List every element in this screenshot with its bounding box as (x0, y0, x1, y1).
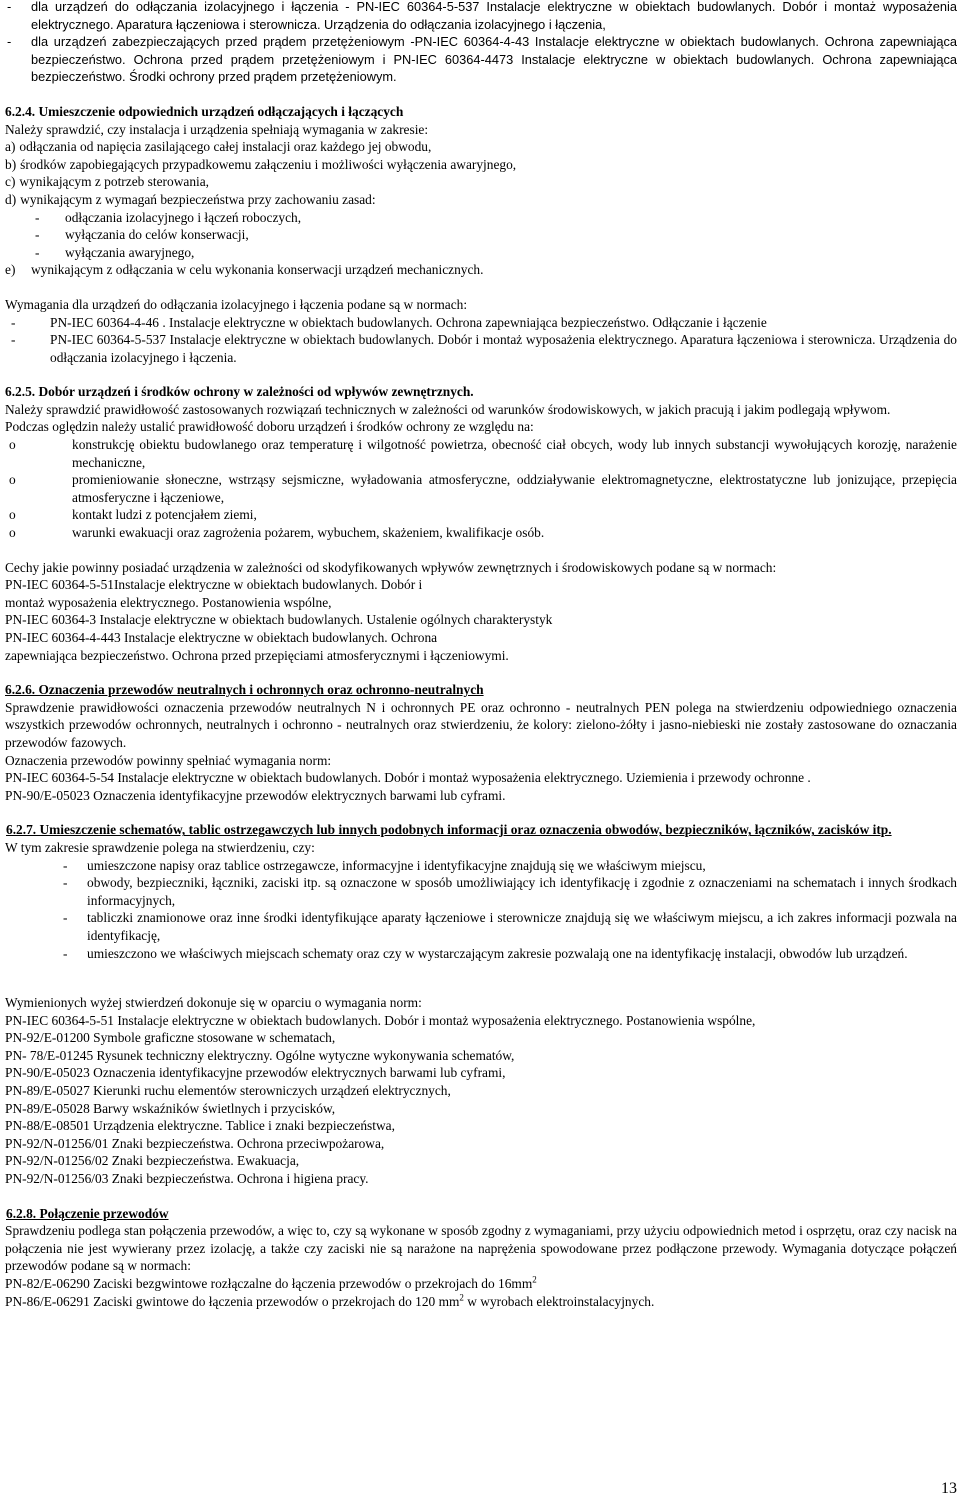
list-item: o promieniowanie słoneczne, wstrząsy sejsmiczne, wyładowania atmosferyczne, oddziaływanie elektromagnetyczne, elektrostatyczne lub jonizujące, przepięcia atmosferyczne i łączeniowe, (9, 472, 957, 505)
list-item (5, 0, 957, 33)
top-continuation (5, 0, 957, 86)
list-item-text: dla urządzeń zabezpieczających przed prądem przetężeniowym -PN-IEC 60364-4-43 Instalacje elektryczne w obiektach budowlanych. Ochrona zapewniająca bezpieczeństwo. Ochrona przed prądem przetężeniowym i PN-IEC 60364-4473 Instalacje elektryczne w obiektach budowlanych. Ochrona zapewniająca bezpieczeństwo. Środki ochrony przed prądem przetężeniowym. (31, 34, 957, 85)
list-item: - PN-IEC 60364-4-46 . Instalacje elektryczne w obiektach budowlanych. Ochrona zapewniająca bezpieczeństwo. Odłączanie i łączenie (11, 314, 767, 330)
list-item (5, 33, 957, 86)
list-item: - obwody, bezpieczniki, łączniki, zaciski itp. są oznaczone w sposób umożliwiający ich identyfikację i zgodnie z oznaczeniami na schematach i innych środkach informacyjnych, (63, 875, 957, 908)
norm-line: PN-86/E-06291 Zaciski gwintowe do łączenia przewodów o przekrojach do 120 $mm^2$ w wyrobach elektroinstalacyjnych. (5, 1292, 655, 1309)
paragraph: PN-90/E-05023 Oznaczenia identyfikacyjne przewodów elektrycznych barwami lub cyframi. (5, 787, 506, 803)
list-item-text: dla urządzeń do odłączania izolacyjnego i łączenia - PN-IEC 60364-5-537 Instalacje elektryczne w obiektach budowlanych. Dobór i montaż wyposażenia elektrycznego. Aparatura łączeniowa i sterownicza. Urządzenia do odłączania izolacyjnego i łączenia, (31, 0, 957, 32)
document-page (5, 0, 957, 1310)
paragraph: Podczas oględzin należy ustalić prawidłowość doboru urządzeń i środków ochrony ze względu na: (5, 419, 534, 435)
list-item: o warunki ewakuacji oraz zagrożenia pożarem, wybuchem, skażeniem, kwalifikacje osób. (9, 525, 545, 541)
paragraph: W tym zakresie sprawdzenie polega na stwierdzeniu, czy: (5, 839, 315, 855)
section-heading-628: 6.2.8. Połączenie przewodów (6, 1205, 169, 1221)
paragraph: Sprawdzeniu podlega stan połączenia przewodów, a więc to, czy są wykonane w sposób zgodny z wymaganiami, przy użyciu odpowiednich metod i osprzętu, oraz czy nacisk na połączenia nie jest wywierany przez izolację, a także czy zaciski nie są narażone na naprężenia spowodowane przez podłączone przewody. Wymagania dotyczące połączeń przewodów podane są w normach: (5, 1223, 957, 1274)
paragraph: Sprawdzenie prawidłowości oznaczenia przewodów neutralnych N i ochronnych PE oraz ochronno - neutralnych PEN polega na stwierdzeniu odpowiedniego oznaczenia wszystkich przewodów ochronnych, neutralnych i ochronno - neutralnych oraz stwierdzeniu, że kolory: zielono-żółty i jasno-niebieski nie zostały zastosowane do oznaczania przewodów fazowych. (5, 699, 957, 750)
list-item: - tabliczki znamionowe oraz inne środki identyfikujące aparaty łączeniowe i sterownicze znajdują się we właściwym miejscu, a ich zakres informacji pozwala na identyfikację, (63, 910, 957, 943)
paragraph: Należy sprawdzić, czy instalacja i urządzenia spełniają wymagania w zakresie: (5, 121, 429, 137)
list-item: - PN-IEC 60364-5-537 Instalacje elektryczne w obiektach budowlanych. Dobór i montaż wyposażenia elektrycznego. Aparatura łączeniowa i sterownicza. Urządzenia do odłączania izolacyjnego i łączenia. (11, 332, 957, 365)
check-list (61, 857, 957, 963)
list-item: - wyłączania do celów konserwacji, (35, 227, 249, 243)
list-item: b) środków zapobiegających przypadkowemu załączeniu i możliwości wyłączenia awaryjnego, (5, 156, 517, 172)
list-item: - umieszczone napisy oraz tablice ostrzegawcze, informacyjne i identyfikacyjne znajdują się we właściwym miejscu, (63, 857, 706, 873)
section-heading-625: 6.2.5. Dobór urządzeń i środków ochrony w zależności od wpływów zewnętrznych. (5, 384, 474, 400)
paragraph: Wymagania dla urządzeń do odłączania izolacyjnego i łączenia podane są w normach: (5, 296, 468, 312)
norms-block: Cechy jakie powinny posiadać urządzenia w zależności od skodyfikowanych wpływów zewnętrznych i środowiskowych podane są w normach: PN-IEC 60364-5-51Instalacje elektryczne w obiektach budowlanych. Dobór i montaż wyposażenia elektrycznego. Postanowienia wspólne, PN-IEC 60364-3 Instalacje elektryczne w obiektach budowlanych. Ustalenie ogólnych charakterystyk PN-IEC 60364-4-443 Instalacje elektryczne w obiektach budowlanych. Ochrona zapewniająca bezpieczeństwo. Ochrona przed przepięciami atmosferycznymi i łączeniowymi. (5, 559, 777, 663)
list-item: - wyłączania awaryjnego, (35, 244, 195, 260)
section-heading-626: 6.2.6. Oznaczenia przewodów neutralnych i ochronnych oraz ochronno-neutralnych (5, 682, 484, 698)
list-item: - umieszczono we właściwych miejscach schematy oraz czy w wystarczającym zakresie pozwalają one na identyfikację instalacji, obwodów lub urządzeń. (63, 945, 908, 961)
bullet-list (5, 436, 957, 542)
list-item: d) wynikającym z wymagań bezpieczeństwa przy zachowaniu zasad: (5, 191, 376, 207)
section-heading-627: 6.2.7. Umieszczenie schematów, tablic ostrzegawczych lub innych podobnych informacji oraz oznaczenia obwodów, bezpieczników, łączników, zacisków itp. (6, 822, 892, 838)
list-item: o kontakt ludzi z potencjałem ziemi, (9, 507, 257, 523)
norms-list: PN-IEC 60364-5-51 Instalacje elektryczne w obiektach budowlanych. Dobór i montaż wyposażenia elektrycznego. Postanowienia wspólne, PN-92/E-01200 Symbole graficzne stosowane w schematach, PN- 78/E-01245 Rysunek techniczny elektryczny. Ogólne wytyczne wykonywania schematów, PN-90/E-05023 Oznaczenia identyfikacyjne przewodów elektrycznych barwami lub cyframi, PN-89/E-05027 Kierunki ruchu elementów sterowniczych urządzeń elektrycznych, PN-89/E-05028 Barwy wskaźników świetlnych i przycisków, PN-88/E-08501 Urządzenia elektryczne. Tablice i znaki bezpieczeństwa, PN-92/N-01256/01 Znaki bezpieczeństwa. Ochrona przeciwpożarowa, PN-92/N-01256/02 Znaki bezpieczeństwa. Ewakuacja, PN-92/N-01256/03 Znaki bezpieczeństwa. Ochrona i higiena pracy. (5, 1012, 756, 1187)
section-heading-624: 6.2.4. Umieszczenie odpowiednich urządzeń odłączających i łączących (5, 103, 404, 119)
paragraph: Oznaczenia przewodów powinny spełniać wymagania norm: (5, 752, 332, 768)
dash-marker: - (7, 34, 12, 50)
page-number: 13 (941, 1480, 957, 1498)
list-item: - odłączania izolacyjnego i łączeń roboczych, (35, 209, 302, 225)
paragraph: Należy sprawdzić prawidłowość zastosowanych rozwiązań technicznych w zależności od warunków środowiskowych, w jakich pracują i jakim podlegają wpływom. (5, 401, 891, 417)
requirements-list (5, 138, 957, 279)
list-item: a) odłączania od napięcia zasilającego całej instalacji oraz każdego jej obwodu, (5, 139, 432, 155)
dash-marker: - (7, 0, 12, 14)
list-item: e) wynikającym z odłączania w celu wykonania konserwacji urządzeń mechanicznych. (5, 262, 484, 278)
list-item: o konstrukcję obiektu budowlanego oraz temperaturę i wilgotność powietrza, obecność ciał obcych, wody lub innych substancji wywołujących korozję, narażenie mechaniczne, (9, 437, 957, 470)
list-item: c) wynikającym z potrzeb sterowania, (5, 174, 210, 190)
paragraph: Wymienionych wyżej stwierdzeń dokonuje się w oparciu o wymagania norm: (5, 995, 422, 1011)
norm-line: PN-82/E-06290 Zaciski bezgwintowe rozłączalne do łączenia przewodów o przekrojach do $16mm^2$ (5, 1274, 537, 1291)
paragraph: PN-IEC 60364-5-54 Instalacje elektryczne w obiektach budowlanych. Dobór i montaż wyposażenia elektrycznego. Uziemienia i przewody ochronne . (5, 770, 811, 786)
